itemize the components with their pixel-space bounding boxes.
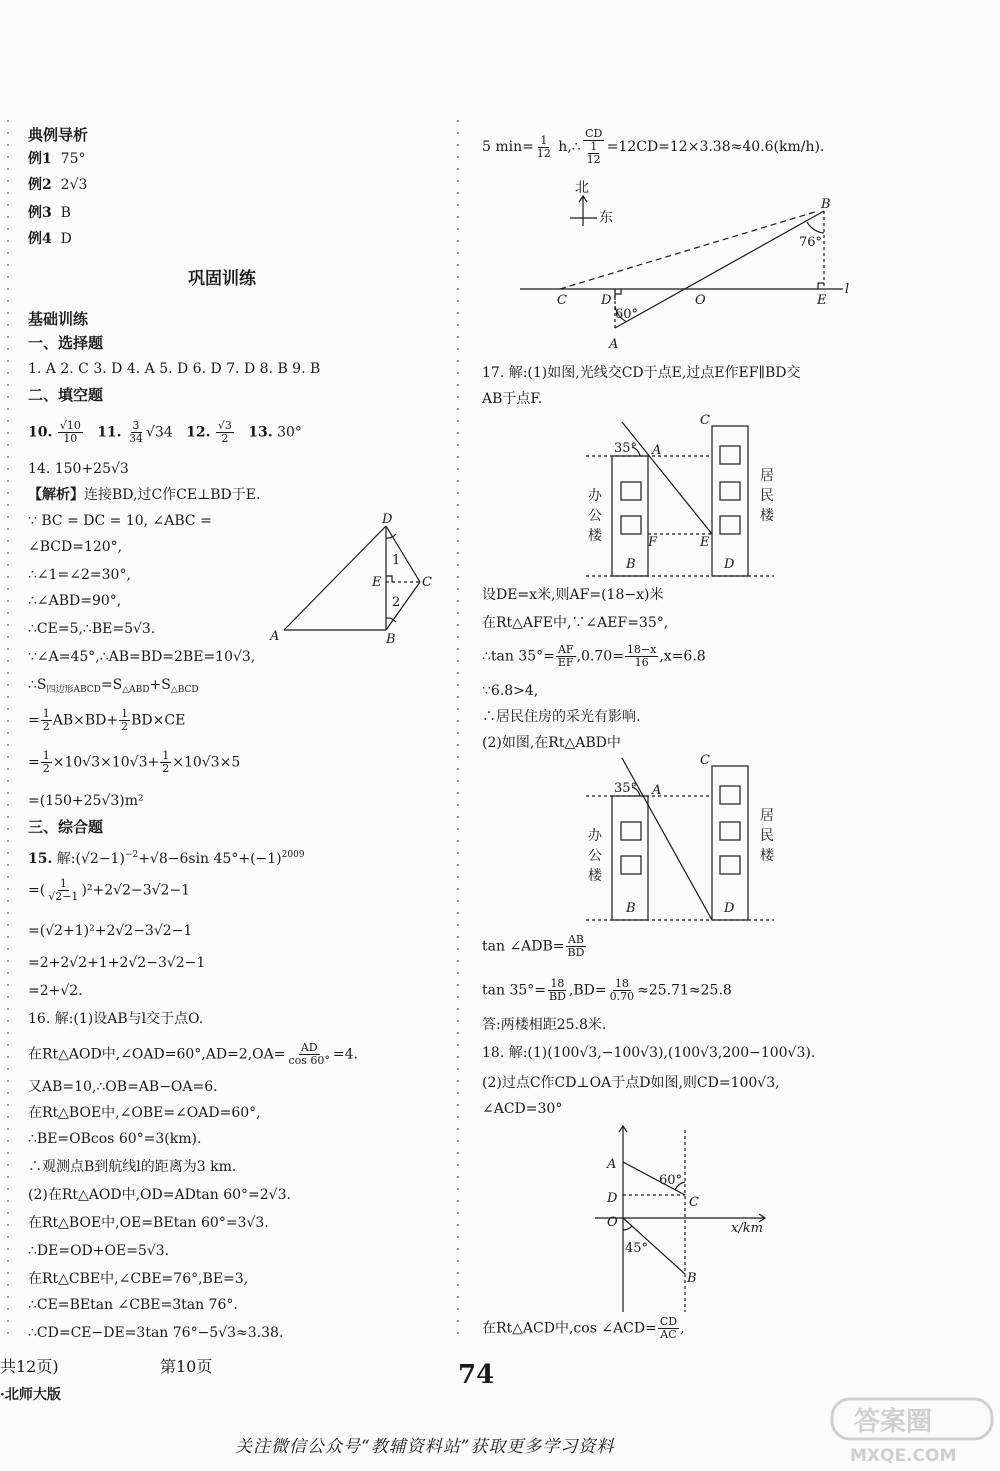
svg-text:60°: 60° <box>615 307 639 322</box>
q16-line: 在Rt△CBE中,∠CBE=76°,BE=3, <box>28 1271 249 1287</box>
q14-area-result: =(150+25√3)m² <box>28 793 144 809</box>
svg-text:E: E <box>700 535 710 550</box>
q15-step: =2+2√2+1+2√2−3√2−1 <box>28 955 206 971</box>
svg-text:公: 公 <box>588 508 602 524</box>
q16-line: (2)在Rt△AOD中,OD=ADtan 60°=2√3. <box>28 1187 291 1203</box>
svg-text:76°: 76° <box>799 235 823 250</box>
q14-line: ∴CE=5,∴BE=5√3. <box>28 621 156 637</box>
footer-page-count: 共12页) <box>0 1357 59 1376</box>
section-title: 巩固训练 <box>188 269 256 289</box>
svg-text:B: B <box>626 557 636 572</box>
svg-text:x/km: x/km <box>731 1221 763 1236</box>
q15-step: =2+√2. <box>28 983 83 999</box>
footer-page-of: 第10页 <box>160 1357 213 1376</box>
svg-text:楼: 楼 <box>588 868 602 884</box>
building-figure-2 <box>560 752 780 922</box>
example-header: 典例导析 <box>28 126 89 144</box>
svg-text:D: D <box>382 512 393 527</box>
q17-tan-adb: tan ∠ADB= $\frac{AB}{BD}$ <box>482 933 585 959</box>
q15-step1: =( $\frac{1}{√2-1}$ )²+2√2−3√2−1 <box>28 877 191 903</box>
q14-line: ∵ BC = DC = 10, ∠ABC = <box>28 513 212 529</box>
q17-answer: 答:两楼相距25.8米. <box>482 1017 607 1033</box>
q17-tan: ∴tan 35°= $\frac{AF}{EF}$ ,0.70= $\frac{18-x}{16}$ ,x=6.8 <box>482 643 706 669</box>
q18-cos: 在Rt△ACD中,cos ∠ACD= $\frac{CD}{AC}$ , <box>482 1315 685 1341</box>
q17-intro: 17. 解:(1)如图,光线交CD于点E,过点E作EF∥BD交 <box>482 365 801 381</box>
q17-intro2: AB于点F. <box>482 391 543 407</box>
basic-header: 基础训练 <box>28 310 89 328</box>
svg-text:F: F <box>648 535 658 550</box>
svg-text:北: 北 <box>575 180 589 196</box>
q16-speed: 5 min= $\frac{1}{12}$ h,∴ $\frac{CD}{\frac{1}{12}}$ =12CD=12×3.38≈40.6(km/h). <box>482 127 825 166</box>
q16-line: ∴BE=OBcos 60°=3(km). <box>28 1131 202 1147</box>
q14-area-formula: $\therefore S_{四边形ABCD}=S_{\triangle ABD}+S_{\triangle BCD}$ <box>28 677 199 695</box>
part1-header: 一、选择题 <box>28 334 104 352</box>
part2-header: 二、填空题 <box>28 386 104 404</box>
promo-note: 关注微信公众号“教辅资料站”获取更多学习资料 <box>235 1437 615 1457</box>
svg-text:C: C <box>700 413 710 428</box>
example-2: 例2 2√3 <box>28 177 88 193</box>
q14-analysis: 【解析】连接BD,过C作CE⊥BD于E. <box>28 487 261 503</box>
binding-dots-left <box>6 120 10 1340</box>
svg-text:E: E <box>372 575 382 590</box>
q14-answer: 14. 150+25√3 <box>28 461 129 477</box>
svg-text:居: 居 <box>760 468 774 484</box>
q18-line2: (2)过点C作CD⊥OA于点D如图,则CD=100√3, <box>482 1075 780 1091</box>
svg-text:东: 东 <box>599 210 613 226</box>
svg-text:D: D <box>724 901 735 916</box>
svg-text:45°: 45° <box>625 1241 649 1256</box>
q16-line: ∴CE=BEtan ∠CBE=3tan 76°. <box>28 1297 238 1313</box>
q14-area-step2: = $\frac{1}{2}$ ×10√3×10√3+ $\frac{1}{2}$ ×10√3×5 <box>28 749 241 775</box>
q14-line: ∴∠ABD=90°, <box>28 593 122 609</box>
svg-text:60°: 60° <box>659 1173 683 1188</box>
q16-aod: 在Rt△AOD中,∠OAD=60°,AD=2,OA= $\frac{AD}{\cos 60^\circ}$ =4. <box>28 1041 358 1067</box>
svg-text:D: D <box>724 557 735 572</box>
svg-text:O: O <box>607 1215 618 1230</box>
q15-step: =(√2+1)²+2√2−3√2−1 <box>28 923 193 939</box>
svg-text:2: 2 <box>392 595 401 610</box>
svg-text:C: C <box>557 293 567 308</box>
example-3: 例3 B <box>28 205 71 221</box>
svg-text:B: B <box>626 901 636 916</box>
example-4: 例4 D <box>28 231 72 247</box>
svg-text:1: 1 <box>392 553 401 568</box>
q14-area-step1: = $\frac{1}{2}$ AB×BD+ $\frac{1}{2}$ BD×CE <box>28 707 186 733</box>
q18-line1: 18. 解:(1)(100√3,−100√3),(100√3,200−100√3). <box>482 1045 816 1061</box>
svg-text:B: B <box>821 197 831 212</box>
svg-text:办: 办 <box>588 828 602 844</box>
svg-text:公: 公 <box>588 848 602 864</box>
q17-line: ∴居民住房的采光有影响. <box>482 709 641 725</box>
svg-text:B: B <box>386 632 396 647</box>
svg-text:楼: 楼 <box>760 848 774 864</box>
q16-line: 又AB=10,∴OB=AB−OA=6. <box>28 1079 218 1095</box>
svg-text:A: A <box>652 783 662 798</box>
q16-line: 在Rt△BOE中,∠OBE=∠OAD=60°, <box>28 1105 261 1121</box>
svg-text:O: O <box>695 293 706 308</box>
footer-edition: ·北师大版 <box>0 1387 61 1403</box>
svg-text:民: 民 <box>760 828 774 844</box>
q15-expression: 15. 解$:(√2-1)^{-2}+√8-6\sin$ $45^\circ+(-1)^{2009}$ <box>28 850 305 867</box>
q10-13-answers: 10. $\frac{√10}{10}$ 11. $\frac{3}{34}$ √34 12. $\frac{√3}{2}$ 13. 30° <box>28 419 302 445</box>
q17-line: 在Rt△AFE中,∵∠AEF=35°, <box>482 615 669 631</box>
q14-line: ∴∠1=∠2=30°, <box>28 567 131 583</box>
navigation-figure <box>515 178 855 358</box>
example-1: 例1 75° <box>28 151 86 167</box>
q14-line: ∠BCD=120°, <box>28 539 123 555</box>
part1-answers: 1. A 2. C 3. D 4. A 5. D 6. D 7. D 8. B 9. B <box>28 361 321 377</box>
q17-line: ∵6.8>4, <box>482 683 539 699</box>
svg-text:民: 民 <box>760 488 774 504</box>
svg-text:D: D <box>601 293 612 308</box>
svg-text:35°: 35° <box>614 781 638 796</box>
svg-text:A: A <box>652 443 662 458</box>
svg-text:C: C <box>700 753 710 768</box>
svg-text:E: E <box>817 293 827 308</box>
svg-text:MXQE.COM: MXQE.COM <box>850 1446 957 1466</box>
svg-text:A: A <box>607 1157 617 1172</box>
watermark-logo <box>830 1395 1000 1467</box>
svg-text:35°: 35° <box>614 441 638 456</box>
q16-line: ∴DE=OD+OE=5√3. <box>28 1243 170 1259</box>
svg-text:D: D <box>607 1191 618 1206</box>
svg-text:C: C <box>422 575 432 590</box>
coordinate-figure <box>585 1122 775 1317</box>
q17-bd: tan 35°= $\frac{18}{BD}$ ,BD= $\frac{18}{0.70}$ ≈25.71≈25.8 <box>482 977 732 1003</box>
q14-line: ∵∠A=45°,∴AB=BD=2BE=10√3, <box>28 649 256 665</box>
binding-dots-middle <box>456 120 460 1340</box>
svg-text:居: 居 <box>760 808 774 824</box>
svg-text:办: 办 <box>588 488 602 504</box>
building-figure-1 <box>560 412 780 582</box>
svg-text:A: A <box>270 629 280 644</box>
svg-text:答案圈: 答案圈 <box>854 1407 933 1437</box>
svg-text:A: A <box>609 337 619 352</box>
svg-text:B: B <box>687 1271 697 1286</box>
q17-line: 设DE=x米,则AF=(18−x)米 <box>482 587 664 603</box>
svg-text:C: C <box>689 1195 699 1210</box>
q18-line3: ∠ACD=30° <box>482 1101 563 1117</box>
q16-line: 16. 解:(1)设AB与l交于点O. <box>28 1011 204 1027</box>
svg-text:楼: 楼 <box>588 528 602 544</box>
svg-text:楼: 楼 <box>760 508 774 524</box>
quadrilateral-figure <box>268 512 438 647</box>
svg-text:l: l <box>845 282 850 297</box>
q16-line: ∴CD=CE−DE=3tan 76°−5√3≈3.38. <box>28 1325 284 1341</box>
q17-line: (2)如图,在Rt△ABD中 <box>482 735 621 751</box>
part3-header: 三、综合题 <box>28 818 104 836</box>
q16-line: 在Rt△BOE中,OE=BEtan 60°=3√3. <box>28 1215 269 1231</box>
page-number: 74 <box>458 1360 495 1390</box>
q16-line: ∴观测点B到航线l的距离为3 km. <box>28 1159 237 1175</box>
